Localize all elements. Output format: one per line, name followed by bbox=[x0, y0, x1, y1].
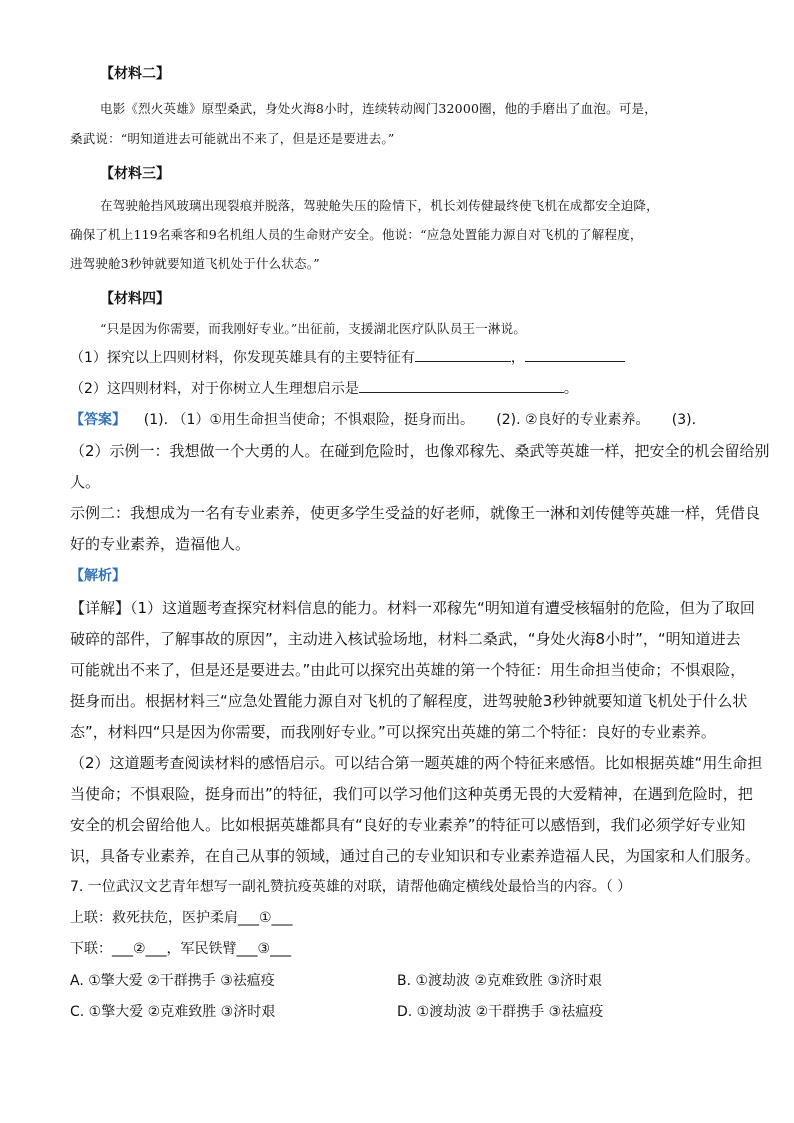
answer-blank-1 bbox=[415, 347, 511, 362]
answer-text: (1). （1）①用生命担当使命；不惧艰险，挺身而出。 (2). ②良好的专业素养。 (3). bbox=[126, 412, 697, 428]
material-4-title: 【材料四】 bbox=[100, 291, 170, 307]
analysis-tag: 【解析】 bbox=[70, 568, 126, 584]
answer-example-line-1: （2）示例一：我想做一个大勇的人。在碰到危险时，也像邓稼先、桑武等英雄一样，把安全的机会留给别 bbox=[70, 442, 770, 460]
question-1-text: （1）探究以上四则材料，你发现英雄具有的主要特征有 bbox=[70, 350, 415, 366]
answer-blank-3 bbox=[359, 378, 564, 393]
analysis-line-5: （2）这道题考查阅读材料的感悟启示。可以结合第一题英雄的两个特征来感悟。比如根据英雄“用生命担 bbox=[70, 754, 763, 772]
answer-example-line-3: 示例二：我想成为一名有专业素养，使更多学生受益的好老师，就像王一淋和刘传健等英雄一样，凭借良 bbox=[70, 504, 761, 522]
question-7-stem: 7. 一位武汉文艺青年想写一副礼赞抗疫英雄的对联，请帮他确定横线处最恰当的内容。（ ） bbox=[70, 879, 632, 895]
analysis-line-1: 破碎的部件，了解事故的原因”，主动进入核试验场地，材料二桑武，“身处火海8小时”，“明知道进去 bbox=[70, 630, 741, 648]
option-c: C. ①擎大爱 ②克难致胜 ③济时艰 bbox=[70, 1004, 276, 1020]
option-d: D. ①渡劫波 ②干群携手 ③祛瘟疫 bbox=[397, 1004, 604, 1020]
question-2 bbox=[70, 378, 730, 400]
analysis-line-3: 挺身而出。根据材料三“应急处置能力源自对飞机的了解程度，进驾驶舱3秒钟就要知道飞机处于什么状 bbox=[70, 692, 748, 710]
analysis-first-line bbox=[70, 597, 755, 619]
analysis-line-6: 当使命；不惧艰险，挺身而出”的特征，我们可以学习他们这种英勇无畏的大爱精神，在遇到危险时，把 bbox=[70, 785, 753, 803]
answer-tag: 【答案】 bbox=[70, 412, 126, 428]
material-2-title: 【材料二】 bbox=[100, 66, 170, 82]
analysis-line-8: 识，具备专业素养，在自己从事的领域，通过自己的专业知识和专业素养造福人民，为国家和人们服务。 bbox=[70, 847, 761, 865]
analysis-line-0: （1）这道题考查探究材料信息的能力。材料一邓稼先“明知道有遭受核辐射的危险，但为了取回 bbox=[130, 599, 755, 617]
answer-line bbox=[70, 409, 730, 431]
answer-example-line-2: 人。 bbox=[70, 473, 101, 491]
detail-tag: 【详解】 bbox=[70, 599, 131, 617]
couplet-lower: 下联：___②___，军民铁臂___③___ bbox=[70, 941, 292, 957]
question-2-text: （2）这四则材料，对于你树立人生理想启示是 bbox=[70, 381, 359, 397]
material-2-line-2: 桑武说：“明知道进去可能就出不来了，但是还是要进去。” bbox=[70, 131, 395, 146]
answer-example-line-4: 好的专业素养，造福他人。 bbox=[70, 535, 251, 553]
option-b: B. ①渡劫波 ②克难致胜 ③济时艰 bbox=[397, 973, 603, 989]
question-1 bbox=[70, 347, 730, 369]
question-1-separator: ， bbox=[510, 350, 525, 366]
material-3-title: 【材料三】 bbox=[100, 166, 170, 182]
couplet-upper: 上联：救死扶危，医护柔肩___①___ bbox=[70, 910, 293, 926]
material-3-line-2: 确保了机上119名乘客和9名机组人员的生命财产安全。他说：“应急处置能力源自对飞机的了解程度， bbox=[70, 227, 643, 242]
option-a: A. ①擎大爱 ②干群携手 ③祛瘟疫 bbox=[70, 973, 275, 989]
analysis-line-7: 安全的机会留给他人。比如根据英雄都具有“良好的专业素养”的特征可以感悟到，我们必须学好专业知 bbox=[70, 816, 746, 834]
analysis-line-2: 可能就出不来了，但是还是要进去。”由此可以探究出英雄的第一个特征：用生命担当使命；不惧艰险， bbox=[70, 661, 746, 679]
analysis-line-4: 态”，材料四“只是因为你需要，而我刚好专业。”可以探究出英雄的第二个特征：良好的专业素养。 bbox=[70, 723, 716, 741]
material-3-line-1: 在驾驶舱挡风玻璃出现裂痕并脱落，驾驶舱失压的险情下，机长刘传健最终使飞机在成都安全迫降， bbox=[100, 198, 659, 213]
material-2-line-1: 电影《烈火英雄》原型桑武，身处火海8小时，连续转动阀门32000圈，他的手磨出了血泡。可是， bbox=[100, 101, 657, 116]
answer-blank-2 bbox=[525, 347, 625, 362]
material-3-line-3: 进驾驶舱3秒钟就要知道飞机处于什么状态。” bbox=[70, 256, 320, 271]
material-4-line-1: “只是因为你需要，而我刚好专业。”出征前，支援湖北医疗队队员王一淋说。 bbox=[100, 321, 527, 336]
question-2-suffix: 。 bbox=[563, 381, 578, 397]
